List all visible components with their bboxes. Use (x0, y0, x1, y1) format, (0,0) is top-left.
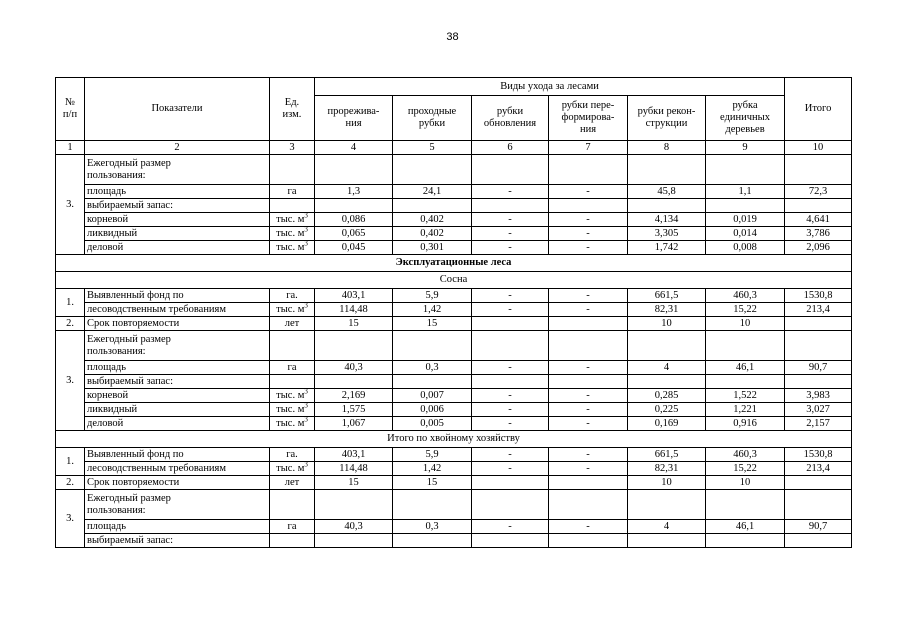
unit-superscript: 3 (304, 226, 308, 233)
header-index: 2 (85, 141, 270, 155)
unit-cell (270, 199, 315, 213)
value-cell (628, 155, 706, 185)
value-cell: 4 (628, 520, 706, 534)
value-cell: 0,402 (393, 213, 472, 227)
value-cell: 1530,8 (785, 289, 852, 303)
value-cell (393, 375, 472, 389)
value-cell: 213,4 (785, 303, 852, 317)
table-row (56, 534, 852, 548)
value-cell: 1530,8 (785, 448, 852, 462)
value-cell (549, 317, 628, 331)
value-cell: 40,3 (315, 520, 393, 534)
value-cell (785, 317, 852, 331)
header-type: рубки обновления (472, 96, 549, 141)
value-cell (472, 476, 549, 490)
header-index: 4 (315, 141, 393, 155)
value-cell: 0,008 (706, 241, 785, 255)
value-cell: - (472, 520, 549, 534)
subsection-title: Итого по хвойному хозяйству (56, 431, 852, 448)
value-cell: 0,3 (393, 361, 472, 375)
table-row (56, 375, 852, 389)
value-cell: 460,3 (706, 448, 785, 462)
value-cell: 15 (315, 317, 393, 331)
value-cell: - (549, 462, 628, 476)
value-cell: 15,22 (706, 303, 785, 317)
value-cell: 10 (628, 317, 706, 331)
indicator-label: Выявленный фонд по (85, 448, 270, 462)
unit-cell: га. (270, 289, 315, 303)
value-cell (393, 199, 472, 213)
value-cell (785, 331, 852, 361)
unit-superscript: 3 (304, 402, 308, 409)
header-type: рубка единичных деревьев (706, 96, 785, 141)
value-cell: 5,9 (393, 448, 472, 462)
value-cell: 3,027 (785, 403, 852, 417)
row-number: 2. (56, 476, 85, 490)
unit-cell (270, 155, 315, 185)
value-cell: 114,48 (315, 462, 393, 476)
value-cell (472, 199, 549, 213)
value-cell: 0,019 (706, 213, 785, 227)
indicator-label: Срок повторяемости (85, 476, 270, 490)
unit-superscript: 3 (304, 461, 308, 468)
value-cell (706, 375, 785, 389)
unit-cell (270, 490, 315, 520)
value-cell: 10 (628, 476, 706, 490)
unit-cell: тыс. $м^3$ (270, 403, 315, 417)
table-row (56, 520, 852, 534)
value-cell: 45,8 (628, 185, 706, 199)
table-row (56, 303, 852, 317)
value-cell (706, 490, 785, 520)
value-cell: - (549, 520, 628, 534)
value-cell (393, 155, 472, 185)
table-row (56, 403, 852, 417)
indicator-label: Срок повторяемости (85, 317, 270, 331)
table-row (56, 227, 852, 241)
unit-cell: лет (270, 317, 315, 331)
value-cell: - (549, 185, 628, 199)
value-cell: 2,169 (315, 389, 393, 403)
value-cell (393, 490, 472, 520)
value-cell (549, 331, 628, 361)
unit-superscript: 3 (304, 240, 308, 247)
table-row (56, 141, 852, 155)
unit-cell (270, 331, 315, 361)
indicator-label: лесоводственным требованиям (85, 462, 270, 476)
value-cell (315, 490, 393, 520)
header-indicator: Показатели (85, 78, 270, 141)
unit-cell (270, 534, 315, 548)
value-cell (472, 375, 549, 389)
value-cell: 2,096 (785, 241, 852, 255)
value-cell (628, 331, 706, 361)
unit-cell: га. (270, 448, 315, 462)
value-cell: - (549, 361, 628, 375)
indicator-label: деловой (85, 417, 270, 431)
value-cell: - (472, 403, 549, 417)
value-cell: 3,786 (785, 227, 852, 241)
header-index: 8 (628, 141, 706, 155)
value-cell (628, 534, 706, 548)
value-cell: - (549, 213, 628, 227)
value-cell: 2,157 (785, 417, 852, 431)
forest-care-table (55, 77, 852, 548)
header-index: 10 (785, 141, 852, 155)
value-cell: 0,169 (628, 417, 706, 431)
row-number: 1. (56, 448, 85, 476)
indicator-label: выбираемый запас: (85, 534, 270, 548)
table-row (56, 448, 852, 462)
table-row (56, 213, 852, 227)
header-index: 5 (393, 141, 472, 155)
value-cell (785, 155, 852, 185)
value-cell: 4,641 (785, 213, 852, 227)
value-cell: 661,5 (628, 289, 706, 303)
header-index: 3 (270, 141, 315, 155)
indicator-label: Ежегодный размер пользования: (85, 155, 270, 185)
value-cell: 3,305 (628, 227, 706, 241)
value-cell (393, 331, 472, 361)
value-cell: - (549, 289, 628, 303)
unit-cell: га (270, 185, 315, 199)
indicator-label: деловой (85, 241, 270, 255)
value-cell: 72,3 (785, 185, 852, 199)
value-cell: - (472, 227, 549, 241)
indicator-label: выбираемый запас: (85, 199, 270, 213)
value-cell (549, 155, 628, 185)
value-cell: 0,045 (315, 241, 393, 255)
value-cell: - (549, 227, 628, 241)
header-group-title: Виды ухода за лесами (315, 78, 785, 96)
header-index: 7 (549, 141, 628, 155)
page-number: 38 (446, 31, 459, 43)
unit-cell: га (270, 520, 315, 534)
value-cell: - (472, 213, 549, 227)
value-cell: 82,31 (628, 303, 706, 317)
value-cell: - (472, 241, 549, 255)
value-cell: 90,7 (785, 520, 852, 534)
value-cell: 15 (315, 476, 393, 490)
value-cell: - (472, 417, 549, 431)
value-cell: 0,285 (628, 389, 706, 403)
indicator-label: Ежегодный размер пользования: (85, 331, 270, 361)
value-cell: 1,522 (706, 389, 785, 403)
value-cell (393, 534, 472, 548)
unit-cell: тыс. $м^3$ (270, 462, 315, 476)
value-cell: 114,48 (315, 303, 393, 317)
value-cell: 1,3 (315, 185, 393, 199)
value-cell: 0,402 (393, 227, 472, 241)
table-row (56, 155, 852, 185)
table-row (56, 199, 852, 213)
unit-superscript: 3 (304, 416, 308, 423)
indicator-label: корневой (85, 213, 270, 227)
value-cell: 1,067 (315, 417, 393, 431)
value-cell (472, 331, 549, 361)
row-number: 3. (56, 331, 85, 431)
row-number: 2. (56, 317, 85, 331)
value-cell: 1,1 (706, 185, 785, 199)
table-row (56, 417, 852, 431)
value-cell (785, 490, 852, 520)
value-cell: 82,31 (628, 462, 706, 476)
value-cell (549, 375, 628, 389)
value-cell: 1,42 (393, 462, 472, 476)
indicator-label: ликвидный (85, 227, 270, 241)
value-cell (315, 199, 393, 213)
value-cell: 15 (393, 317, 472, 331)
unit-superscript: 3 (304, 302, 308, 309)
row-number: 3. (56, 155, 85, 255)
value-cell (472, 155, 549, 185)
value-cell: 0,3 (393, 520, 472, 534)
value-cell: - (549, 389, 628, 403)
value-cell: - (472, 361, 549, 375)
table-row (56, 255, 852, 272)
value-cell: - (549, 403, 628, 417)
value-cell: 46,1 (706, 361, 785, 375)
value-cell: - (472, 289, 549, 303)
indicator-label: корневой (85, 389, 270, 403)
value-cell (785, 476, 852, 490)
value-cell: 0,065 (315, 227, 393, 241)
value-cell (785, 199, 852, 213)
value-cell (549, 476, 628, 490)
table-row (56, 331, 852, 361)
table-row (56, 78, 852, 96)
indicator-label: площадь (85, 520, 270, 534)
header-type: рубки пере- формирова- ния (549, 96, 628, 141)
value-cell: - (472, 462, 549, 476)
value-cell (472, 317, 549, 331)
value-cell: 403,1 (315, 289, 393, 303)
value-cell: 10 (706, 317, 785, 331)
value-cell (628, 490, 706, 520)
value-cell: 46,1 (706, 520, 785, 534)
value-cell: - (549, 241, 628, 255)
value-cell: 1,575 (315, 403, 393, 417)
value-cell: 0,916 (706, 417, 785, 431)
unit-cell: тыс. $м^3$ (270, 303, 315, 317)
value-cell: 0,014 (706, 227, 785, 241)
value-cell: - (472, 303, 549, 317)
table-row (56, 431, 852, 448)
value-cell: - (472, 185, 549, 199)
value-cell: 403,1 (315, 448, 393, 462)
value-cell: 40,3 (315, 361, 393, 375)
row-number: 3. (56, 490, 85, 548)
unit-cell: тыс. $м^3$ (270, 213, 315, 227)
value-cell: 0,006 (393, 403, 472, 417)
value-cell: 0,005 (393, 417, 472, 431)
value-cell: 661,5 (628, 448, 706, 462)
table-row (56, 361, 852, 375)
table-row (56, 490, 852, 520)
table-row (56, 389, 852, 403)
unit-cell: тыс. $м^3$ (270, 417, 315, 431)
value-cell: 90,7 (785, 361, 852, 375)
header-type: рубки рекон- струкции (628, 96, 706, 141)
value-cell: 460,3 (706, 289, 785, 303)
value-cell: 0,225 (628, 403, 706, 417)
value-cell: 1,742 (628, 241, 706, 255)
unit-cell: тыс. $м^3$ (270, 227, 315, 241)
value-cell: - (549, 417, 628, 431)
header-index: 6 (472, 141, 549, 155)
value-cell: 24,1 (393, 185, 472, 199)
value-cell: 15,22 (706, 462, 785, 476)
value-cell (706, 331, 785, 361)
header-unit: Ед. изм. (270, 78, 315, 141)
table-row (56, 462, 852, 476)
header-total: Итого (785, 78, 852, 141)
indicator-label: ликвидный (85, 403, 270, 417)
value-cell (315, 331, 393, 361)
unit-cell: тыс. $м^3$ (270, 241, 315, 255)
table-row (56, 476, 852, 490)
value-cell (706, 155, 785, 185)
indicator-label: выбираемый запас: (85, 375, 270, 389)
unit-cell: тыс. $м^3$ (270, 389, 315, 403)
indicator-label: лесоводственным требованиям (85, 303, 270, 317)
section-title: Эксплуатационные леса (56, 255, 852, 272)
value-cell (628, 375, 706, 389)
indicator-label: площадь (85, 361, 270, 375)
value-cell: 3,983 (785, 389, 852, 403)
value-cell: - (472, 389, 549, 403)
value-cell: 0,301 (393, 241, 472, 255)
value-cell: - (472, 448, 549, 462)
table-row (56, 185, 852, 199)
row-number: 1. (56, 289, 85, 317)
header-index: 1 (56, 141, 85, 155)
unit-cell: га (270, 361, 315, 375)
value-cell: 10 (706, 476, 785, 490)
header-index: 9 (706, 141, 785, 155)
value-cell: - (549, 448, 628, 462)
unit-cell (270, 375, 315, 389)
value-cell (472, 534, 549, 548)
value-cell: 15 (393, 476, 472, 490)
value-cell (315, 534, 393, 548)
table-row (56, 317, 852, 331)
value-cell (628, 199, 706, 213)
value-cell (706, 534, 785, 548)
value-cell (785, 375, 852, 389)
value-cell: 213,4 (785, 462, 852, 476)
header-num: № п/п (56, 78, 85, 141)
value-cell (549, 490, 628, 520)
table-row (56, 272, 852, 289)
value-cell: 0,007 (393, 389, 472, 403)
header-type: проходные рубки (393, 96, 472, 141)
value-cell (472, 490, 549, 520)
indicator-label: площадь (85, 185, 270, 199)
table-row (56, 289, 852, 303)
value-cell: 0,086 (315, 213, 393, 227)
unit-superscript: 3 (304, 212, 308, 219)
indicator-label: Ежегодный размер пользования: (85, 490, 270, 520)
value-cell (315, 155, 393, 185)
unit-superscript: 3 (304, 388, 308, 395)
subsection-title: Сосна (56, 272, 852, 289)
unit-cell: лет (270, 476, 315, 490)
table-row (56, 241, 852, 255)
value-cell (549, 534, 628, 548)
value-cell (785, 534, 852, 548)
value-cell: 1,42 (393, 303, 472, 317)
header-type: прорежива- ния (315, 96, 393, 141)
value-cell: 4 (628, 361, 706, 375)
value-cell: 4,134 (628, 213, 706, 227)
value-cell: - (549, 303, 628, 317)
value-cell (706, 199, 785, 213)
value-cell (315, 375, 393, 389)
value-cell: 1,221 (706, 403, 785, 417)
value-cell: 5,9 (393, 289, 472, 303)
value-cell (549, 199, 628, 213)
indicator-label: Выявленный фонд по (85, 289, 270, 303)
